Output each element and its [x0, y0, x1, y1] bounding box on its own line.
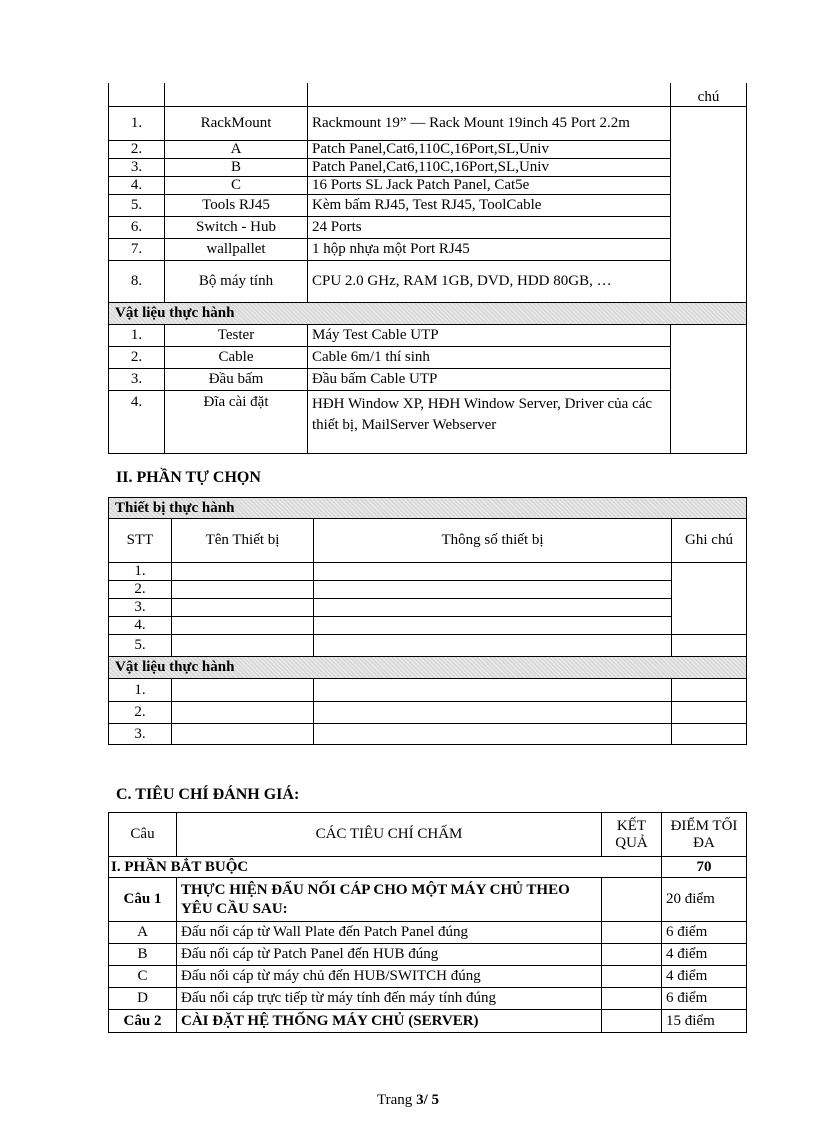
- page-label: Trang: [377, 1092, 417, 1108]
- table-row: [109, 724, 747, 745]
- equipment-spec: Rackmount 19” — Rack Mount 19inch 45 Port 2.2m: [308, 106, 671, 140]
- question-row: [109, 878, 747, 922]
- equipment-name: Switch - Hub: [165, 216, 308, 238]
- table-row: [109, 702, 747, 724]
- table-row: [109, 140, 747, 158]
- equipment-name: A: [165, 140, 308, 158]
- table-row: [109, 216, 747, 238]
- criteria-item-row: [109, 944, 747, 966]
- equipment-spec: 24 Ports: [308, 216, 671, 238]
- note-cell: [671, 324, 747, 453]
- row-number: 8.: [109, 260, 165, 302]
- equipment-spec: Patch Panel,Cat6,110C,16Port,SL,Univ: [308, 140, 671, 158]
- equipment-spec: 16 Ports SL Jack Patch Panel, Cat5e: [308, 176, 671, 194]
- table-row: [109, 83, 747, 106]
- material-spec: Đầu bấm Cable UTP: [308, 368, 671, 390]
- row-number: 4.: [109, 617, 172, 635]
- table-row: [109, 324, 747, 346]
- row-number: 1.: [109, 563, 172, 581]
- question-header: Câu: [109, 813, 177, 857]
- row-number: 3.: [109, 368, 165, 390]
- question-label: Câu 2: [109, 1010, 177, 1033]
- table-row: [109, 158, 747, 176]
- criteria-item-row: [109, 966, 747, 988]
- equipment-table: [108, 83, 747, 454]
- item-points: 4 điểm: [662, 966, 747, 988]
- note-header: Ghi chú: [672, 519, 747, 563]
- material-name: Cable: [165, 346, 308, 368]
- row-number: 2.: [109, 140, 165, 158]
- part-points: 70: [662, 857, 747, 878]
- material-name: Đĩa cài đặt: [165, 390, 308, 453]
- material-spec: Cable 6m/1 thí sinh: [308, 346, 671, 368]
- row-number: 4.: [109, 176, 165, 194]
- table-row: [109, 194, 747, 216]
- criteria-table: [108, 812, 747, 1033]
- optional-section-heading: II. PHẦN TỰ CHỌN: [116, 469, 261, 486]
- row-number: 1.: [109, 324, 165, 346]
- question-label: Câu 1: [109, 878, 177, 922]
- section-header-row: [109, 657, 747, 679]
- page-footer: [0, 1092, 816, 1109]
- row-number: 7.: [109, 238, 165, 260]
- row-number: 3.: [109, 599, 172, 617]
- equipment-spec: 1 hộp nhựa một Port RJ45: [308, 238, 671, 260]
- equipment-name: C: [165, 176, 308, 194]
- equipment-spec: Patch Panel,Cat6,110C,16Port,SL,Univ: [308, 158, 671, 176]
- item-id: A: [109, 922, 177, 944]
- section-header-row: [109, 498, 747, 519]
- header-row: [109, 519, 747, 563]
- material-name: Tester: [165, 324, 308, 346]
- row-number: 3.: [109, 158, 165, 176]
- table-row: [109, 390, 747, 453]
- criteria-heading: C. TIÊU CHÍ ĐÁNH GIÁ:: [116, 786, 300, 803]
- materials-title: Vật liệu thực hành: [109, 657, 747, 679]
- criteria-item-row: [109, 922, 747, 944]
- row-number: 1.: [109, 679, 172, 702]
- material-spec: HĐH Window XP, HĐH Window Server, Driver của các thiết bị, MailServer Webserver: [308, 390, 671, 453]
- item-text: Đấu nối cáp từ Patch Panel đến HUB đúng: [177, 944, 602, 966]
- note-cell: [671, 106, 747, 302]
- question-row: [109, 1010, 747, 1033]
- table-row: [109, 581, 747, 599]
- equipment-spec: CPU 2.0 GHz, RAM 1GB, DVD, HDD 80GB, …: [308, 260, 671, 302]
- item-text: Đấu nối cáp trực tiếp từ máy tính đến máy tính đúng: [177, 988, 602, 1010]
- table-row: [109, 346, 747, 368]
- row-number: 3.: [109, 724, 172, 745]
- note-cell: [672, 563, 747, 635]
- criteria-header: CÁC TIÊU CHÍ CHẤM: [177, 813, 602, 857]
- item-text: Đấu nối cáp từ máy chủ đến HUB/SWITCH đúng: [177, 966, 602, 988]
- name-header: Tên Thiết bị: [172, 519, 314, 563]
- equipment-name: RackMount: [165, 106, 308, 140]
- question-points: 20 điểm: [662, 878, 747, 922]
- table-row: [109, 368, 747, 390]
- table-row: [109, 238, 747, 260]
- table-row: [109, 617, 747, 635]
- spec-header: Thông số thiết bị: [314, 519, 672, 563]
- row-number: 5.: [109, 635, 172, 657]
- equipment-name: wallpallet: [165, 238, 308, 260]
- row-number: 4.: [109, 390, 165, 453]
- page-number: 3/ 5: [416, 1092, 439, 1108]
- equipment-spec: Kèm bấm RJ45, Test RJ45, ToolCable: [308, 194, 671, 216]
- criteria-item-row: [109, 988, 747, 1010]
- table-row: [109, 563, 747, 581]
- item-points: 6 điểm: [662, 988, 747, 1010]
- result-header: KẾT QUẢ: [602, 813, 662, 857]
- item-id: D: [109, 988, 177, 1010]
- materials-title: Vật liệu thực hành: [109, 302, 747, 324]
- optional-equipment-table: [108, 497, 747, 745]
- item-points: 6 điểm: [662, 922, 747, 944]
- part-label: I. PHẦN BẮT BUỘC: [109, 857, 662, 878]
- row-number: 2.: [109, 581, 172, 599]
- row-number: 6.: [109, 216, 165, 238]
- item-id: B: [109, 944, 177, 966]
- stt-header: STT: [109, 519, 172, 563]
- section-header-row: [109, 302, 747, 324]
- equipment-name: B: [165, 158, 308, 176]
- row-number: 5.: [109, 194, 165, 216]
- row-number: 2.: [109, 346, 165, 368]
- part-row: [109, 857, 747, 878]
- row-number: 1.: [109, 106, 165, 140]
- item-text: Đấu nối cáp từ Wall Plate đến Patch Panel đúng: [177, 922, 602, 944]
- item-points: 4 điểm: [662, 944, 747, 966]
- equipment-name: Bộ máy tính: [165, 260, 308, 302]
- question-points: 15 điểm: [662, 1010, 747, 1033]
- table-row: [109, 260, 747, 302]
- equipment-title: Thiết bị thực hành: [109, 498, 747, 519]
- equipment-name: Tools RJ45: [165, 194, 308, 216]
- row-number: 2.: [109, 702, 172, 724]
- question-text: CÀI ĐẶT HỆ THỐNG MÁY CHỦ (SERVER): [177, 1010, 602, 1033]
- table-row: [109, 635, 747, 657]
- table-row: [109, 599, 747, 617]
- table-row: [109, 176, 747, 194]
- material-name: Đầu bấm: [165, 368, 308, 390]
- question-text: THỰC HIỆN ĐẤU NỐI CÁP CHO MỘT MÁY CHỦ THEO YÊU CẦU SAU:: [177, 878, 602, 922]
- header-row: [109, 813, 747, 857]
- table-row: [109, 106, 747, 140]
- note-header-tail: chú: [671, 83, 747, 106]
- item-id: C: [109, 966, 177, 988]
- table-row: [109, 679, 747, 702]
- material-spec: Máy Test Cable UTP: [308, 324, 671, 346]
- max-points-header: ĐIỂM TỐI ĐA: [662, 813, 747, 857]
